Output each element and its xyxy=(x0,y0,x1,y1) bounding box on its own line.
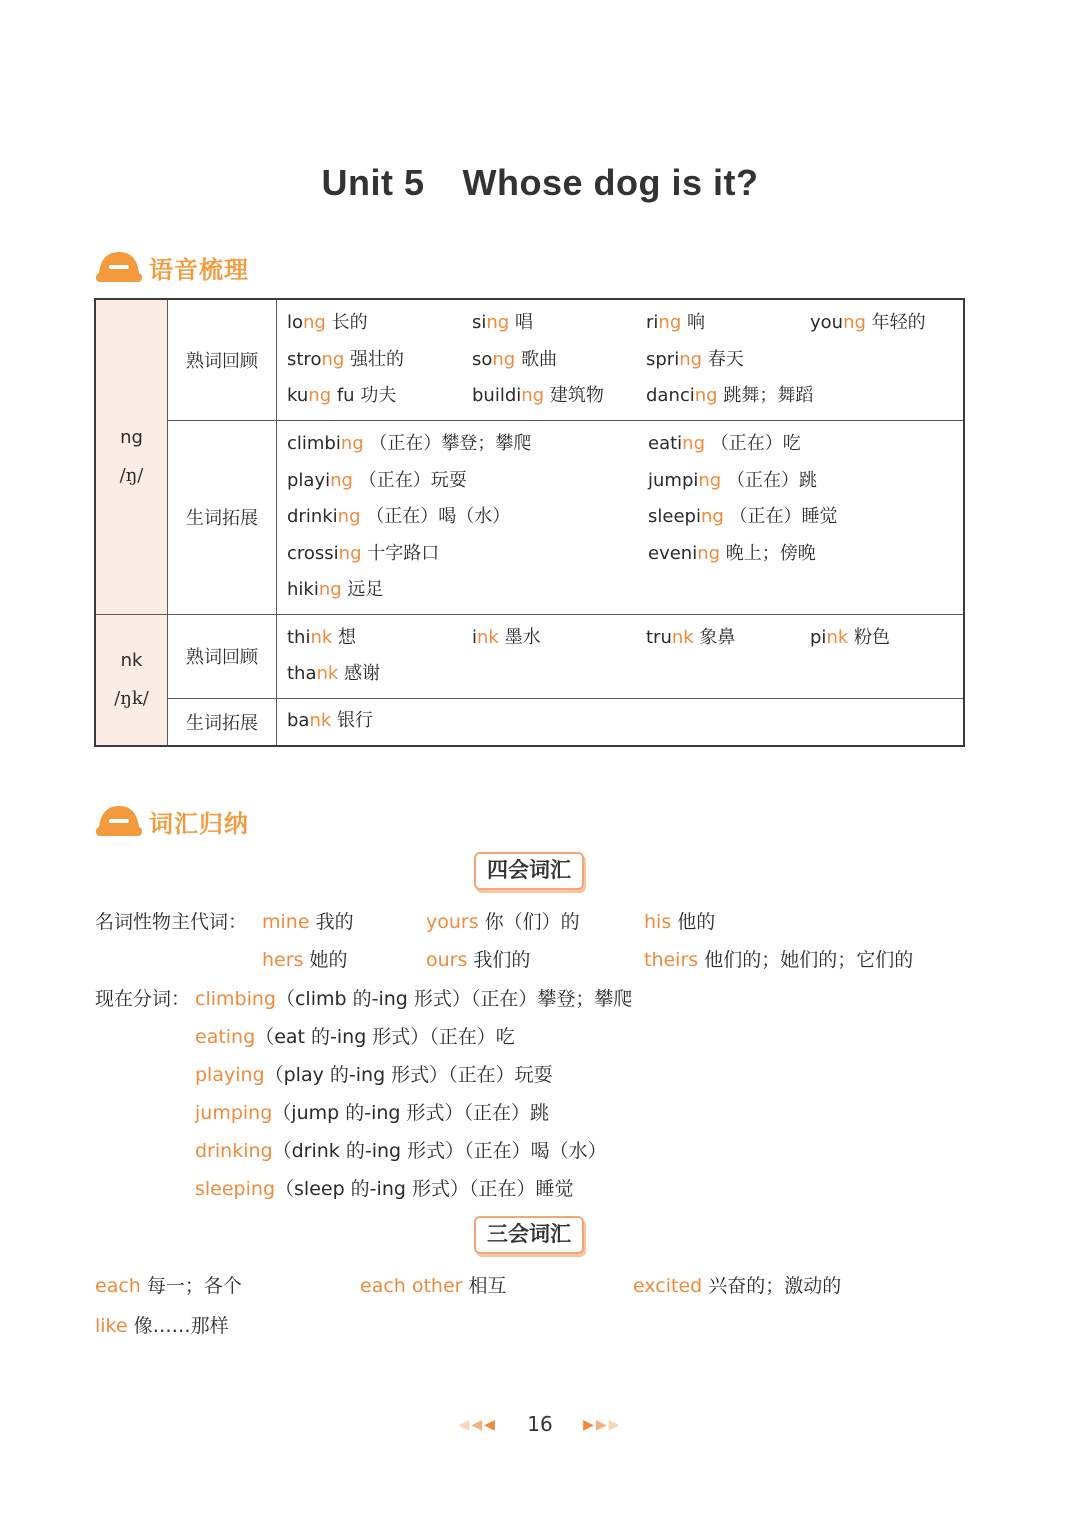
phonics-word: thank 感谢 xyxy=(287,663,381,684)
phonics-word: trunk 象鼻 xyxy=(646,626,736,648)
vocab-item: his 他的 xyxy=(644,911,716,933)
unit-question: Whose dog is it? xyxy=(462,162,759,203)
prev-arrows-icon: ◀◀◀ xyxy=(458,1417,497,1433)
phonics-word xyxy=(810,342,960,379)
phonics-word: building 建筑物 xyxy=(472,385,604,407)
vocab-item: each other 相互 xyxy=(360,1275,507,1297)
page-title xyxy=(0,162,1080,204)
sound-letters: ng xyxy=(120,426,143,448)
vocab-item: excited 兴奋的；激动的 xyxy=(633,1275,842,1297)
unit-label: Unit 5 xyxy=(321,162,425,203)
page-footer xyxy=(0,1412,1080,1436)
category-new-words: 生词拓展 xyxy=(168,421,277,615)
sound-cell-nk xyxy=(95,614,168,746)
sound-ipa: /ŋ/ xyxy=(119,464,144,486)
nk-new-words xyxy=(277,698,965,746)
vocab-item: drinking（drink 的-ing 形式）（正在）喝（水） xyxy=(195,1140,607,1162)
category-known-words: 熟词回顾 xyxy=(168,614,277,698)
phonics-word: pink 粉色 xyxy=(810,626,891,648)
vocab-item: hers 她的 xyxy=(262,949,348,971)
phonics-table xyxy=(94,298,965,747)
hat-icon xyxy=(95,248,143,284)
phonics-word xyxy=(646,656,810,693)
phonics-word: young 年轻的 xyxy=(810,312,926,334)
phonics-word: bank 银行 xyxy=(287,710,374,732)
vocab-item: theirs 他们的；她们的；它们的 xyxy=(644,949,914,971)
phonics-word: jumping （正在）跳 xyxy=(648,469,817,491)
sound-cell-ng xyxy=(95,299,168,614)
phonics-word: crossing 十字路口 xyxy=(287,542,440,564)
phonics-word: kung fu 功夫 xyxy=(287,385,397,407)
vocab-item: mine 我的 xyxy=(262,911,354,933)
phonics-word xyxy=(472,656,646,693)
pronoun-label: 名词性物主代词： xyxy=(95,911,248,933)
three-skill-badge: 三会词汇 xyxy=(474,1216,584,1254)
phonics-word: sing 唱 xyxy=(472,312,533,334)
phonics-word: climbing （正在）攀登；攀爬 xyxy=(287,433,532,454)
phonics-word: think 想 xyxy=(287,626,357,648)
phonics-word: hiking 远足 xyxy=(287,579,384,600)
vocab-item: ours 我们的 xyxy=(426,949,531,971)
phonics-word: drinking （正在）喝（水） xyxy=(287,506,511,527)
phonics-word xyxy=(810,378,960,415)
phonics-word: spring 春天 xyxy=(646,348,744,370)
ng-new-words xyxy=(277,421,965,615)
category-known-words: 熟词回顾 xyxy=(168,299,277,421)
phonics-word: dancing 跳舞；舞蹈 xyxy=(646,385,814,407)
vocab-item: playing（play 的-ing 形式）（正在）玩耍 xyxy=(195,1064,553,1086)
phonics-word: ink 墨水 xyxy=(472,626,541,648)
phonics-word: ring 响 xyxy=(646,312,705,334)
phonics-word: playing （正在）玩耍 xyxy=(287,469,467,491)
hat-icon xyxy=(95,802,143,838)
participle-label: 现在分词： xyxy=(95,988,191,1010)
phonics-word xyxy=(810,656,960,693)
ng-known-words xyxy=(277,299,965,421)
phonics-word: sleeping （正在）睡觉 xyxy=(648,506,838,527)
vocab-item: like 像……那样 xyxy=(95,1315,229,1337)
phonics-word: long 长的 xyxy=(287,312,368,334)
section-vocab-title: 词汇归纳 xyxy=(149,810,249,838)
vocab-item: climbing（climb 的-ing 形式）（正在）攀登；攀爬 xyxy=(195,988,633,1010)
phonics-word: evening 晚上；傍晚 xyxy=(648,542,816,564)
category-new-words: 生词拓展 xyxy=(168,698,277,746)
phonics-word xyxy=(648,572,948,609)
phonics-word: eating （正在）吃 xyxy=(648,433,801,454)
vocab-item: each 每一；各个 xyxy=(95,1275,242,1297)
section-phonics-title: 语音梳理 xyxy=(149,256,249,284)
phonics-word: strong 强壮的 xyxy=(287,348,405,370)
sound-letters: nk xyxy=(120,649,143,671)
sound-ipa: /ŋk/ xyxy=(114,687,149,709)
page-number: 16 xyxy=(527,1412,553,1436)
vocab-item: eating（eat 的-ing 形式）（正在）吃 xyxy=(195,1026,515,1048)
vocab-item: jumping（jump 的-ing 形式）（正在）跳 xyxy=(195,1102,550,1124)
vocab-item: sleeping（sleep 的-ing 形式）（正在）睡觉 xyxy=(195,1178,574,1200)
phonics-word: song 歌曲 xyxy=(472,348,557,370)
next-arrows-icon: ▶▶▶ xyxy=(583,1417,622,1433)
vocab-item: yours 你（们）的 xyxy=(426,911,580,933)
nk-known-words xyxy=(277,614,965,698)
four-skill-badge: 四会词汇 xyxy=(474,852,584,890)
